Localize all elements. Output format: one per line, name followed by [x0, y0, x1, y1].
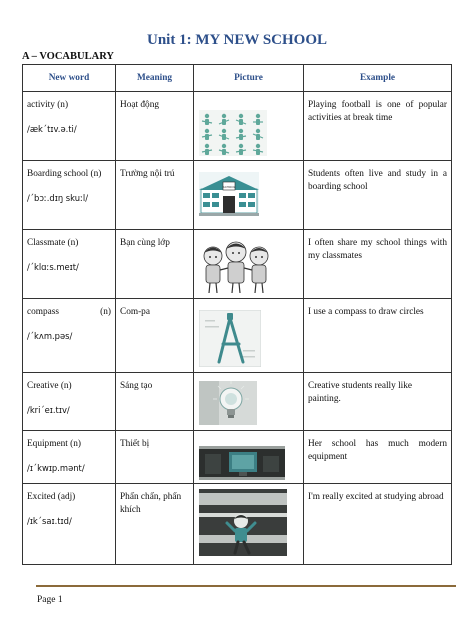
example-cell: I often share my school things with my classmates	[304, 230, 452, 299]
compass-image	[199, 310, 261, 367]
table-row	[23, 373, 452, 431]
page-title: Unit 1: MY NEW SCHOOL	[146, 32, 327, 48]
table-row	[23, 299, 452, 373]
word-text: Equipment (n)	[27, 439, 81, 449]
picture-cell	[194, 484, 304, 565]
ipa-text: /kri΄eɪ.tɪv/	[27, 405, 70, 415]
school-building-image	[199, 172, 259, 216]
activities-icons-image	[199, 110, 267, 156]
header-picture: Picture	[194, 65, 304, 92]
table-header-row	[23, 65, 452, 92]
word-cell	[23, 230, 116, 299]
picture-cell	[194, 373, 304, 431]
picture-cell	[194, 161, 304, 230]
example-cell: Playing football is one of popular activities at break time	[304, 92, 452, 161]
meaning-cell: Hoạt động	[116, 92, 194, 161]
meaning-cell: Phấn chấn, phấn khích	[116, 484, 194, 565]
word-text: Excited (adj)	[27, 492, 76, 502]
example-cell: Creative students really like painting.	[304, 373, 452, 431]
excited-student-image	[199, 489, 287, 556]
meaning-cell: Com-pa	[116, 299, 194, 373]
picture-cell	[194, 299, 304, 373]
example-cell: Her school has much modern equipment	[304, 431, 452, 484]
word-cell	[23, 161, 116, 230]
word-main: compass	[27, 307, 60, 317]
ipa-text: /æk΄tɪv.ə.ti/	[27, 124, 77, 134]
lightbulb-image	[199, 381, 257, 425]
word-text: Classmate (n)	[27, 238, 79, 248]
example-cell: I use a compass to draw circles	[304, 299, 452, 373]
school-sign-text: SCHOOL	[222, 185, 236, 189]
meaning-cell: Sáng tạo	[116, 373, 194, 431]
table-row	[23, 92, 452, 161]
word-cell	[23, 431, 116, 484]
word-cell	[23, 484, 116, 565]
word-cell	[23, 299, 116, 373]
meaning-cell: Thiết bị	[116, 431, 194, 484]
ipa-text: /ɪ΄kwɪp.mənt/	[27, 463, 85, 473]
ipa-text: /΄klɑːs.meɪt/	[27, 262, 79, 272]
word-pos: (n)	[100, 307, 111, 317]
picture-cell	[194, 92, 304, 161]
word-cell	[23, 373, 116, 431]
meaning-cell: Trường nội trú	[116, 161, 194, 230]
table-row	[23, 431, 452, 484]
section-heading: A – VOCABULARY	[22, 51, 114, 62]
table-row	[23, 230, 452, 299]
example-cell: I'm really excited at studying abroad	[304, 484, 452, 565]
word-text	[27, 306, 111, 319]
picture-cell	[194, 431, 304, 484]
word-text: activity (n)	[27, 100, 69, 110]
page-number: Page 1	[37, 595, 63, 605]
ipa-text: /ɪk΄saɪ.tɪd/	[27, 516, 72, 526]
header-new-word: New word	[23, 65, 116, 92]
header-meaning: Meaning	[116, 65, 194, 92]
word-cell	[23, 92, 116, 161]
word-text: Boarding school (n)	[27, 169, 102, 179]
table-row	[23, 161, 452, 230]
picture-cell	[194, 230, 304, 299]
computer-equipment-image	[199, 446, 285, 480]
footer-rule	[36, 585, 456, 587]
header-example: Example	[304, 65, 452, 92]
classmates-image	[199, 240, 273, 295]
table-row	[23, 484, 452, 565]
word-text: Creative (n)	[27, 381, 72, 391]
ipa-text: /΄bɔː.dɪŋ skuːl/	[27, 193, 89, 203]
example-cell: Students often live and study in a boarding school	[304, 161, 452, 230]
ipa-text: /΄kʌm.pəs/	[27, 331, 73, 341]
vocabulary-table	[22, 64, 452, 565]
meaning-cell: Bạn cùng lớp	[116, 230, 194, 299]
